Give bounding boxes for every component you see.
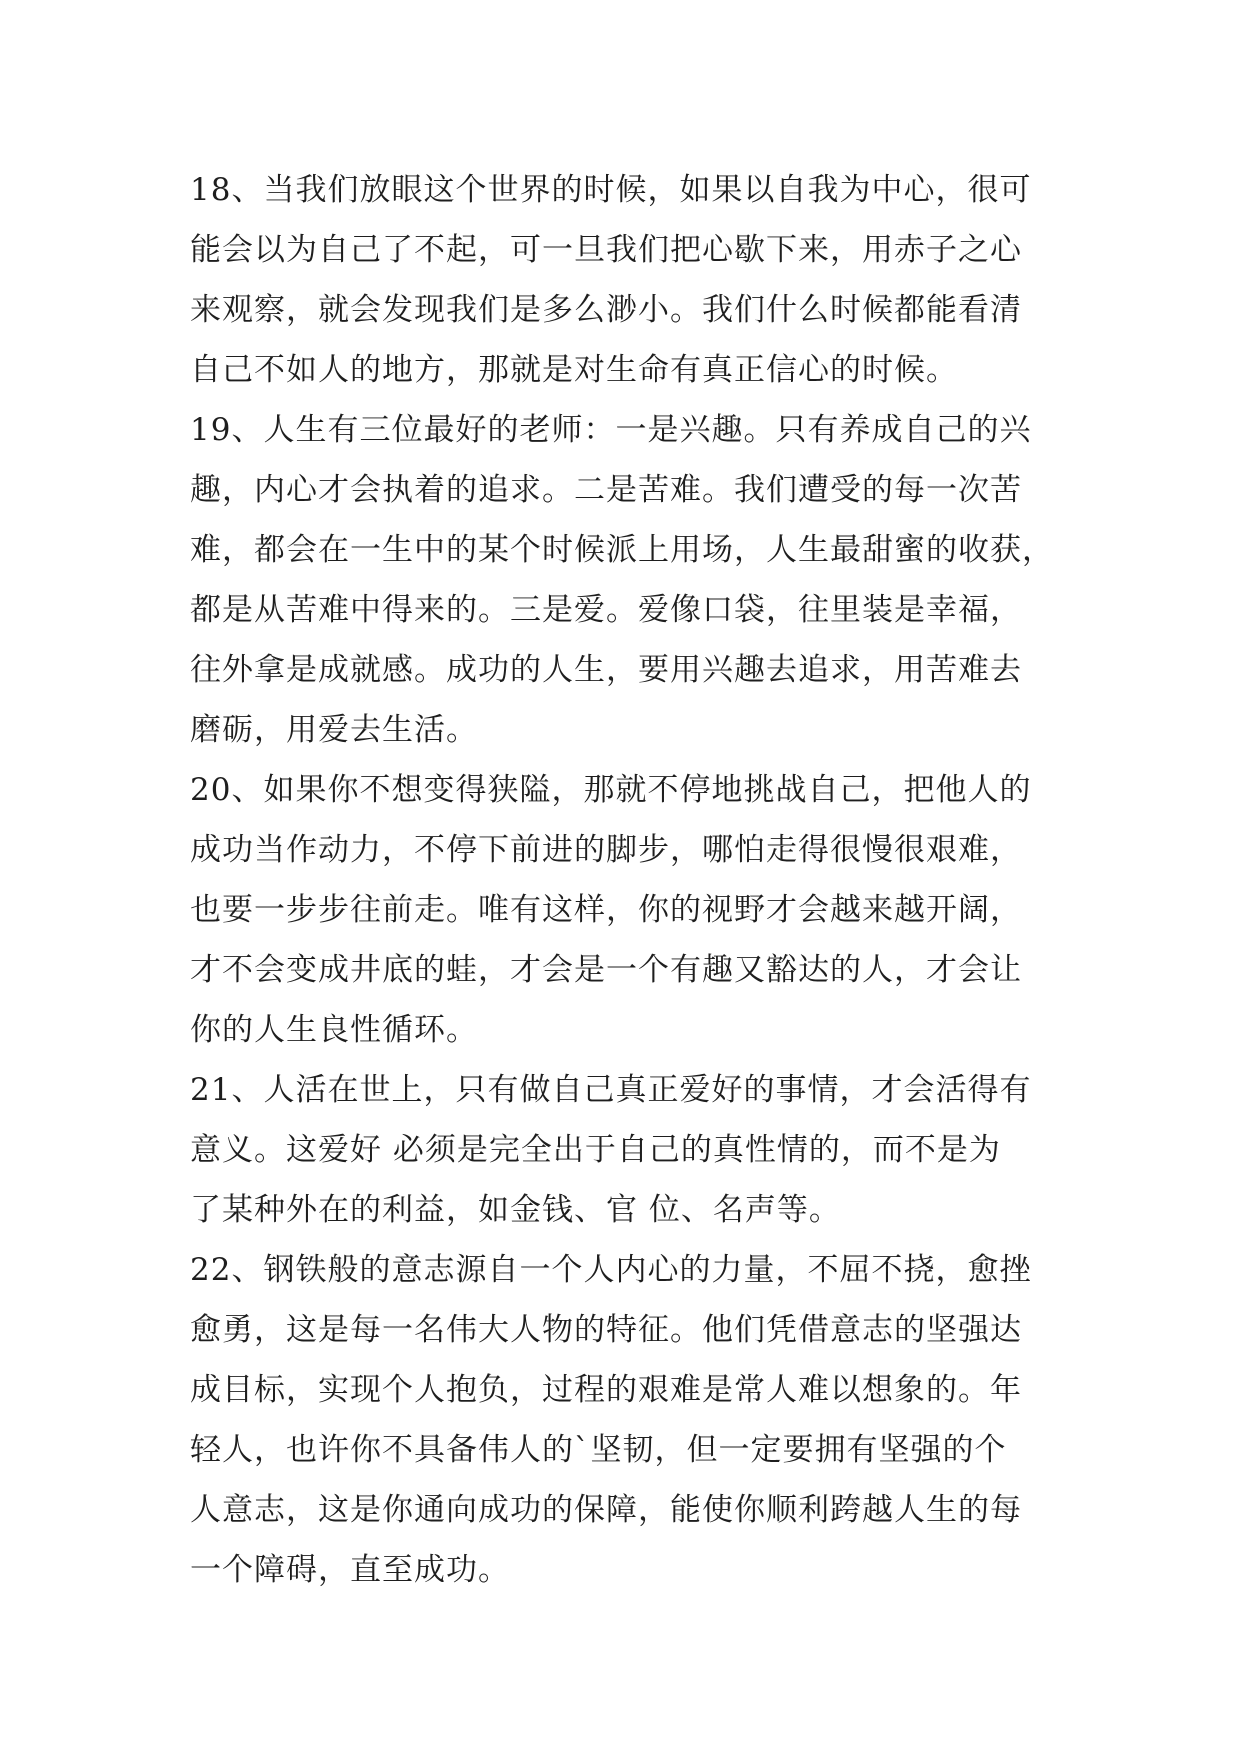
text-line: 22、钢铁般的意志源自一个人内心的力量，不屈不挠，愈挫 bbox=[190, 1252, 1032, 1288]
text-line: 轻人，也许你不具备伟人的`坚韧，但一定要拥有坚强的个 bbox=[190, 1432, 1007, 1468]
text-line: 愈勇，这是每一名伟大人物的特征。他们凭借意志的坚强达 bbox=[190, 1312, 1022, 1348]
text-line: 成目标，实现个人抱负，过程的艰难是常人难以想象的。年 bbox=[190, 1372, 1022, 1408]
text-line: 磨砺，用爱去生活。 bbox=[190, 712, 478, 748]
text-line: 自己不如人的地方，那就是对生命有真正信心的时候。 bbox=[190, 352, 958, 388]
text-line: 能会以为自己了不起，可一旦我们把心歇下来，用赤子之心 bbox=[190, 232, 1022, 268]
text-line: 19、人生有三位最好的老师：一是兴趣。只有养成自己的兴 bbox=[190, 412, 1032, 448]
text-line: 都是从苦难中得来的。三是爱。爱像口袋，往里装是幸福， bbox=[190, 592, 1022, 628]
text-line: 趣，内心才会执着的追求。二是苦难。我们遭受的每一次苦 bbox=[190, 472, 1022, 508]
text-line: 难，都会在一生中的某个时候派上用场，人生最甜蜜的收获， bbox=[190, 532, 1054, 568]
text-line: 一个障碍，直至成功。 bbox=[190, 1552, 510, 1588]
text-line: 成功当作动力，不停下前进的脚步，哪怕走得很慢很艰难， bbox=[190, 832, 1022, 868]
text-line: 也要一步步往前走。唯有这样，你的视野才会越来越开阔， bbox=[190, 892, 1022, 928]
text-line: 了某种外在的利益，如金钱、官 位、名声等。 bbox=[190, 1192, 841, 1228]
text-line: 18、当我们放眼这个世界的时候，如果以自我为中心，很可 bbox=[190, 172, 1032, 208]
text-line: 你的人生良性循环。 bbox=[190, 1012, 478, 1048]
text-line: 人意志，这是你通向成功的保障，能使你顺利跨越人生的每 bbox=[190, 1492, 1022, 1528]
text-line: 来观察，就会发现我们是多么渺小。我们什么时候都能看清 bbox=[190, 292, 1022, 328]
text-line: 意义。这爱好 必须是完全出于自己的真性情的，而不是为 bbox=[190, 1132, 1001, 1168]
text-line: 21、人活在世上，只有做自己真正爱好的事情，才会活得有 bbox=[190, 1072, 1032, 1108]
text-line: 往外拿是成就感。成功的人生，要用兴趣去追求，用苦难去 bbox=[190, 652, 1022, 688]
document-body bbox=[190, 160, 1060, 1600]
text-line: 20、如果你不想变得狭隘，那就不停地挑战自己，把他人的 bbox=[190, 772, 1032, 808]
text-line: 才不会变成井底的蛙，才会是一个有趣又豁达的人，才会让 bbox=[190, 952, 1022, 988]
